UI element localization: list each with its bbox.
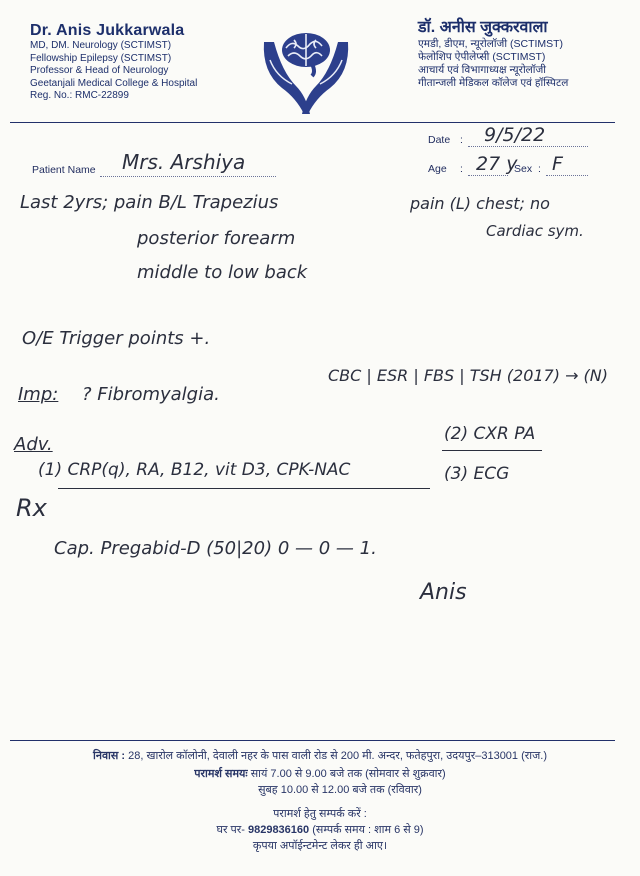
- lab-results: CBC | ESR | FBS | TSH (2017) → (N): [328, 366, 609, 385]
- phone-note: (सम्पर्क समय : शाम 6 से 9): [312, 824, 424, 836]
- qualification-line: Fellowship Epilepsy (SCTIMST): [30, 52, 172, 64]
- brain-in-hands-logo: [256, 20, 356, 120]
- signature: Anis: [420, 580, 467, 605]
- qualification-line-hindi: एमडी, डीएम, न्यूरोलॉजी (SCTIMST): [418, 38, 564, 50]
- footer-address: [0, 748, 640, 764]
- date-value: 9/5/22: [484, 124, 546, 146]
- history-line: Last 2yrs; pain B/L Trapezius: [20, 192, 279, 213]
- examination-note: O/E Trigger points +.: [22, 328, 211, 349]
- doctor-info-hindi: [418, 18, 628, 90]
- history-line: middle to low back: [137, 262, 308, 283]
- age-dotted-line: [468, 175, 508, 176]
- timing-weekday: सायं 7.00 से 9.00 बजे तक (सोमवार से शुक्रवार): [250, 768, 446, 780]
- qualification-line: Professor & Head of Neurology: [30, 65, 169, 76]
- footer-timing: [0, 766, 640, 782]
- doctor-name-hindi: डॉ. अनीस जुक्करवाला: [418, 19, 548, 36]
- advice-underline: [58, 488, 430, 489]
- timing-sunday: सुबह 10.00 से 12.00 बजे तक (रविवार): [258, 784, 422, 796]
- age-label: Age: [428, 163, 447, 175]
- patient-dotted-line: [100, 176, 276, 177]
- doctor-info-english: [30, 22, 260, 103]
- phone-label: घर पर-: [216, 824, 245, 836]
- date-dotted-line: [468, 146, 588, 147]
- rx-symbol: Rx: [16, 494, 47, 522]
- doctor-name: Dr. Anis Jukkarwala: [30, 22, 185, 39]
- date-label: Date: [428, 134, 451, 146]
- patient-name-label: Patient Name: [32, 164, 96, 176]
- sex-value: F: [552, 153, 563, 175]
- address-text: 28, खारोल कॉलोनी, देवाली नहर के पास वाली रोड से 200 मी. अन्दर, फतेहपुरा, उदयपुर–313001 (राज.): [128, 750, 547, 762]
- qualification-line-hindi: गीतान्जली मेडिकल कॉलेज एवं हॉस्पिटल: [418, 77, 569, 89]
- sex-dotted-line: [546, 175, 588, 176]
- footer-divider: [10, 740, 615, 741]
- sex-label: Sex: [514, 163, 533, 175]
- qualification-line-hindi: आचार्य एवं विभागाध्यक्ष न्यूरोलॉजी: [418, 64, 547, 76]
- age-value: 27 y: [476, 153, 518, 175]
- prescription-line: Cap. Pregabid-D (50|20) 0 — 0 — 1.: [54, 538, 377, 559]
- appointment-note: कृपया अपॉईन्टमेन्ट लेकर ही आए।: [252, 840, 388, 852]
- timing-label: परामर्श समयः: [194, 768, 248, 780]
- header-divider: [10, 122, 615, 123]
- history-note-right: pain (L) chest; no: [410, 194, 550, 213]
- advice-item: (3) ECG: [444, 464, 510, 484]
- qualification-line: MD, DM. Neurology (SCTIMST): [30, 40, 172, 51]
- patient-name-value: Mrs. Arshiya: [122, 150, 246, 174]
- advice-underline: [442, 450, 542, 451]
- advice-label: Adv.: [14, 434, 53, 455]
- advice-item: (2) CXR PA: [444, 424, 536, 444]
- contact-heading: परामर्श हेतु सम्पर्क करें :: [273, 808, 367, 820]
- history-line: posterior forearm: [137, 228, 296, 249]
- qualification-line-hindi: फेलोशिप ऐपीलेप्सी (SCTIMST): [418, 51, 546, 63]
- phone-number: 9829836160: [247, 824, 310, 836]
- impression-text: ? Fibromyalgia.: [82, 384, 220, 405]
- impression-label: Imp:: [18, 384, 59, 405]
- footer-phone: [0, 822, 640, 838]
- address-label: निवास :: [92, 750, 126, 762]
- qualification-line: Geetanjali Medical College & Hospital: [30, 77, 198, 89]
- registration-number: Reg. No.: RMC-22899: [30, 90, 129, 101]
- history-note-right: Cardiac sym.: [486, 222, 584, 240]
- advice-item: (1) CRP(q), RA, B12, vit D3, CPK-NAC: [38, 460, 351, 480]
